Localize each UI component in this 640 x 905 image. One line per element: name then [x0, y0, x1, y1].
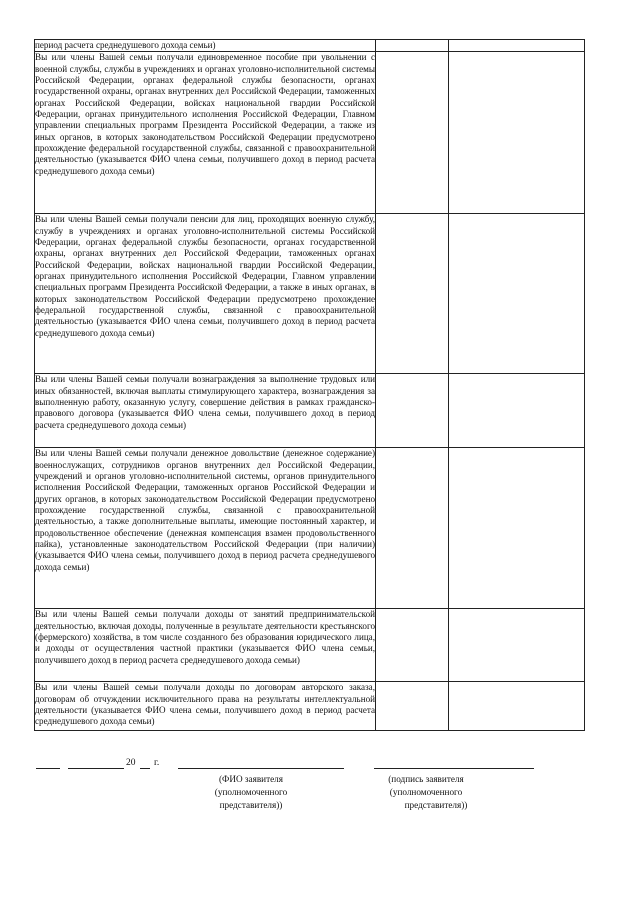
answer-cell-1[interactable] — [376, 374, 449, 448]
table-row — [35, 52, 585, 214]
answer-cell-1[interactable] — [376, 52, 449, 214]
answer-cell-1[interactable] — [376, 214, 449, 374]
question-text: Вы или члены Вашей семьи получали доходы от занятий предпринимательской деятельностью, включая доходы, полученные в результате деятельности крестьянского (фермерского) хозяйства, в том числе созданного без образования юридического лица, и доходы от осуществления частной практики (указывается ФИО члена семьи, получившего доход в период расчета среднедушевого дохода семьи) — [35, 609, 376, 682]
date-month-field[interactable] — [68, 768, 124, 769]
fio-label-line-1: (ФИО заявителя — [219, 774, 283, 784]
income-questions-table — [34, 39, 585, 731]
date-year-suffix: г. — [154, 758, 160, 768]
table-row — [35, 448, 585, 609]
table-row — [35, 40, 585, 52]
answer-cell-2[interactable] — [449, 609, 585, 682]
answer-cell-2[interactable] — [449, 52, 585, 214]
answer-cell-2[interactable] — [449, 448, 585, 609]
fio-field[interactable] — [178, 768, 344, 769]
question-text: Вы или члены Вашей семьи получали доходы по договорам авторского заказа, договорам об отчуждении исключительного права на результаты интеллектуальной деятельности (указывается ФИО члена семьи, получившего доход в период расчета среднедушевого дохода семьи) — [35, 682, 376, 731]
answer-cell-2[interactable] — [449, 40, 585, 52]
answer-cell-1[interactable] — [376, 609, 449, 682]
question-text: Вы или члены Вашей семьи получали пенсии для лиц, проходящих военную службу, службу в учреждениях и органах уголовно-исполнительной системы Российской Федерации, органах федеральной службы безопасности, органах государственной охраны, органах внутренних дел Российской Федерации, таможенных органах Российской Федерации, войсках национальной гвардии Российской Федерации, органах принудительного исполнения Российской Федерации, Главном управлении специальных программ Президента Российской Федерации, а также в иных органах, в которых законодательством Российской Федерации предусмотрено прохождение федеральной государственной службы, связанной с правоохранительной деятельностью (указывается ФИО члена семьи, получившего доход в период расчета среднедушевого дохода семьи) — [35, 214, 376, 374]
answer-cell-2[interactable] — [449, 682, 585, 731]
date-day-field[interactable] — [36, 768, 60, 769]
question-text: Вы или члены Вашей семьи получали вознаграждения за выполнение трудовых или иных обязанностей, включая выплаты стимулирующего характера, вознаграждения за выполненную работу, оказанную услугу, совершение действия в рамках гражданско-правового договора (указывается ФИО члена семьи, получившего доход в период расчета среднедушевого дохода семьи) — [35, 374, 376, 448]
signature-label-line-2: (уполномоченного — [389, 787, 463, 797]
fio-label-line-2: (уполномоченного — [214, 787, 288, 797]
fio-label-line-3: представителя)) — [219, 800, 283, 810]
date-year-prefix: 20 — [126, 758, 136, 768]
table-row — [35, 214, 585, 374]
signature-field[interactable] — [374, 768, 534, 769]
answer-cell-2[interactable] — [449, 374, 585, 448]
question-text: Вы или члены Вашей семьи получали единовременное пособие при увольнении с военной службы, службы в учреждениях и органах уголовно-исполнительной системы Российской Федерации, органах федеральной службы безопасности, органах государственной охраны, органах внутренних дел Российской Федерации, таможенных органах Российской Федерации, войсках национальной гвардии Российской Федерации, органах принудительного исполнения Российской Федерации, Главном управлении специальных программ Президента Российской Федерации, а также из иных органов, в которых законодательством Российской Федерации предусмотрено прохождение федеральной государственной службы, связанной с правоохранительной деятельностью (указывается ФИО члена семьи, получившего доход в период расчета среднедушевого дохода семьи) — [35, 52, 376, 214]
question-text: период расчета среднедушевого дохода семьи) — [35, 40, 376, 52]
answer-cell-1[interactable] — [376, 682, 449, 731]
question-text: Вы или члены Вашей семьи получали денежное довольствие (денежное содержание) военнослужащих, сотрудников органов внутренних дел Российской Федерации, учреждений и органов уголовно-исполнительной системы, органов принудительного исполнения Российской Федерации, таможенных органов Российской Федерации и других органов, в которых законодательством Российской Федерации предусмотрено прохождение государственной службы, связанной с правоохранительной деятельностью, а также дополнительные выплаты, имеющие постоянный характер, и продовольственное обеспечение (денежная компенсация взамен продовольственного пайка), установленные законодательством Российской Федерации (при наличии) (указывается ФИО члена семьи, получившего доход в период расчета среднедушевого дохода семьи) — [35, 448, 376, 609]
answer-cell-1[interactable] — [376, 40, 449, 52]
answer-cell-1[interactable] — [376, 448, 449, 609]
answer-cell-2[interactable] — [449, 214, 585, 374]
table-row — [35, 374, 585, 448]
date-year-field[interactable] — [140, 768, 150, 769]
signature-label-line-3: представителя)) — [404, 800, 468, 810]
table-row — [35, 682, 585, 731]
signature-label-line-1: (подпись заявителя — [388, 774, 464, 784]
table-row — [35, 609, 585, 682]
